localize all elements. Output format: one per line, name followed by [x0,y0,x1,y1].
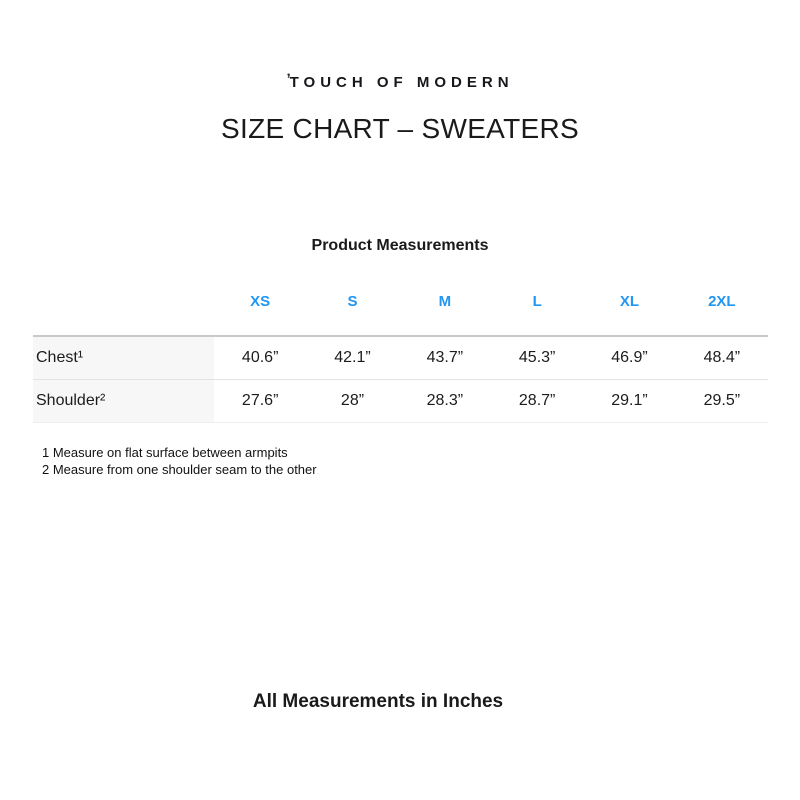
size-col-m: M [438,293,452,310]
footnote-shoulder: 2 Measure from one shoulder seam to the other [42,462,317,477]
cell-shoulder-l: 28.7” [491,380,583,423]
cell-shoulder-xs: 27.6” [214,380,306,423]
brand-logo [0,71,800,92]
table-row-chest [33,336,768,380]
size-col-xs: XS [250,293,271,310]
table-row-shoulder [33,380,768,423]
size-col-l: L [532,293,542,310]
size-col-2xl: 2XL [708,293,736,310]
row-label-chest: Chest¹ [33,336,214,380]
corner-cell [33,291,214,336]
size-col-xl: XL [619,293,640,310]
cell-shoulder-xl: 29.1” [583,380,675,423]
cell-shoulder-m: 28.3” [399,380,491,423]
cell-shoulder-2xl: 29.5” [676,380,768,423]
cell-shoulder-s: 28” [306,380,398,423]
cell-chest-s: 42.1” [306,336,398,380]
row-label-shoulder: Shoulder² [33,380,214,423]
logo-tick-icon: ʼ [286,71,291,88]
cell-chest-2xl: 48.4” [676,336,768,380]
measurements-table [33,291,768,423]
cell-chest-l: 45.3” [491,336,583,380]
logo-text: TOUCH OF MODERN [289,74,514,91]
section-title: Product Measurements [311,237,489,254]
size-header-row [33,291,768,336]
size-col-s: S [347,293,358,310]
footnote-chest: 1 Measure on flat surface between armpits [42,445,288,460]
cell-chest-xl: 46.9” [583,336,675,380]
footnotes [42,444,317,478]
units-note: All Measurements in Inches [252,691,504,712]
cell-chest-xs: 40.6” [214,336,306,380]
cell-chest-m: 43.7” [399,336,491,380]
page-title: SIZE CHART – SWEATERS [221,113,579,144]
